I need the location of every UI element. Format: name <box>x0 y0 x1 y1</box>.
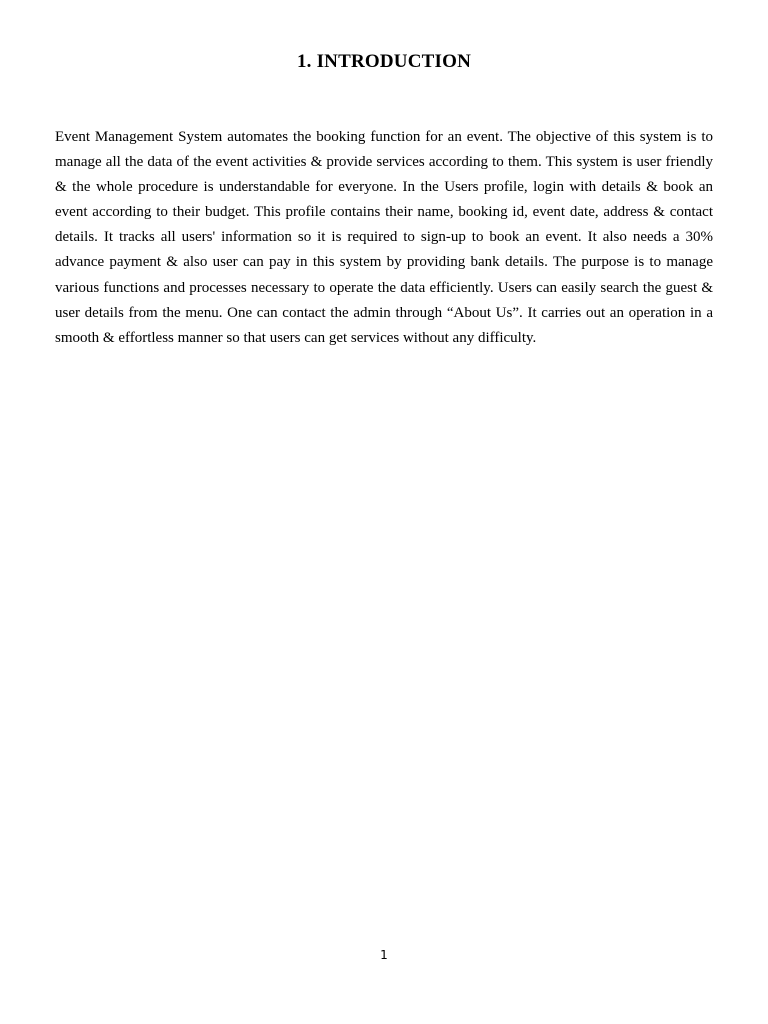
introduction-paragraph: Event Management System automates the booking function for an event. The objective of this system is to manage all the data of the event activities & provide services according to them. This system is user friendly & the whole procedure is understandable for everyone. In the Users profile, login with details & book an event according to their budget. This profile contains their name, booking id, event date, address & contact details. It tracks all users' information so it is required to sign-up to book an event. It also needs a 30% advance payment & also user can pay in this system by providing bank details. The purpose is to manage various functions and processes necessary to operate the data efficiently. Users can easily search the guest & user details from the menu. One can contact the admin through “About Us”. It carries out an operation in a smooth & effortless manner so that users can get services without any difficulty. <box>55 129 713 346</box>
section-heading: 1. INTRODUCTION <box>296 51 472 72</box>
page-number: 1 <box>380 948 388 962</box>
